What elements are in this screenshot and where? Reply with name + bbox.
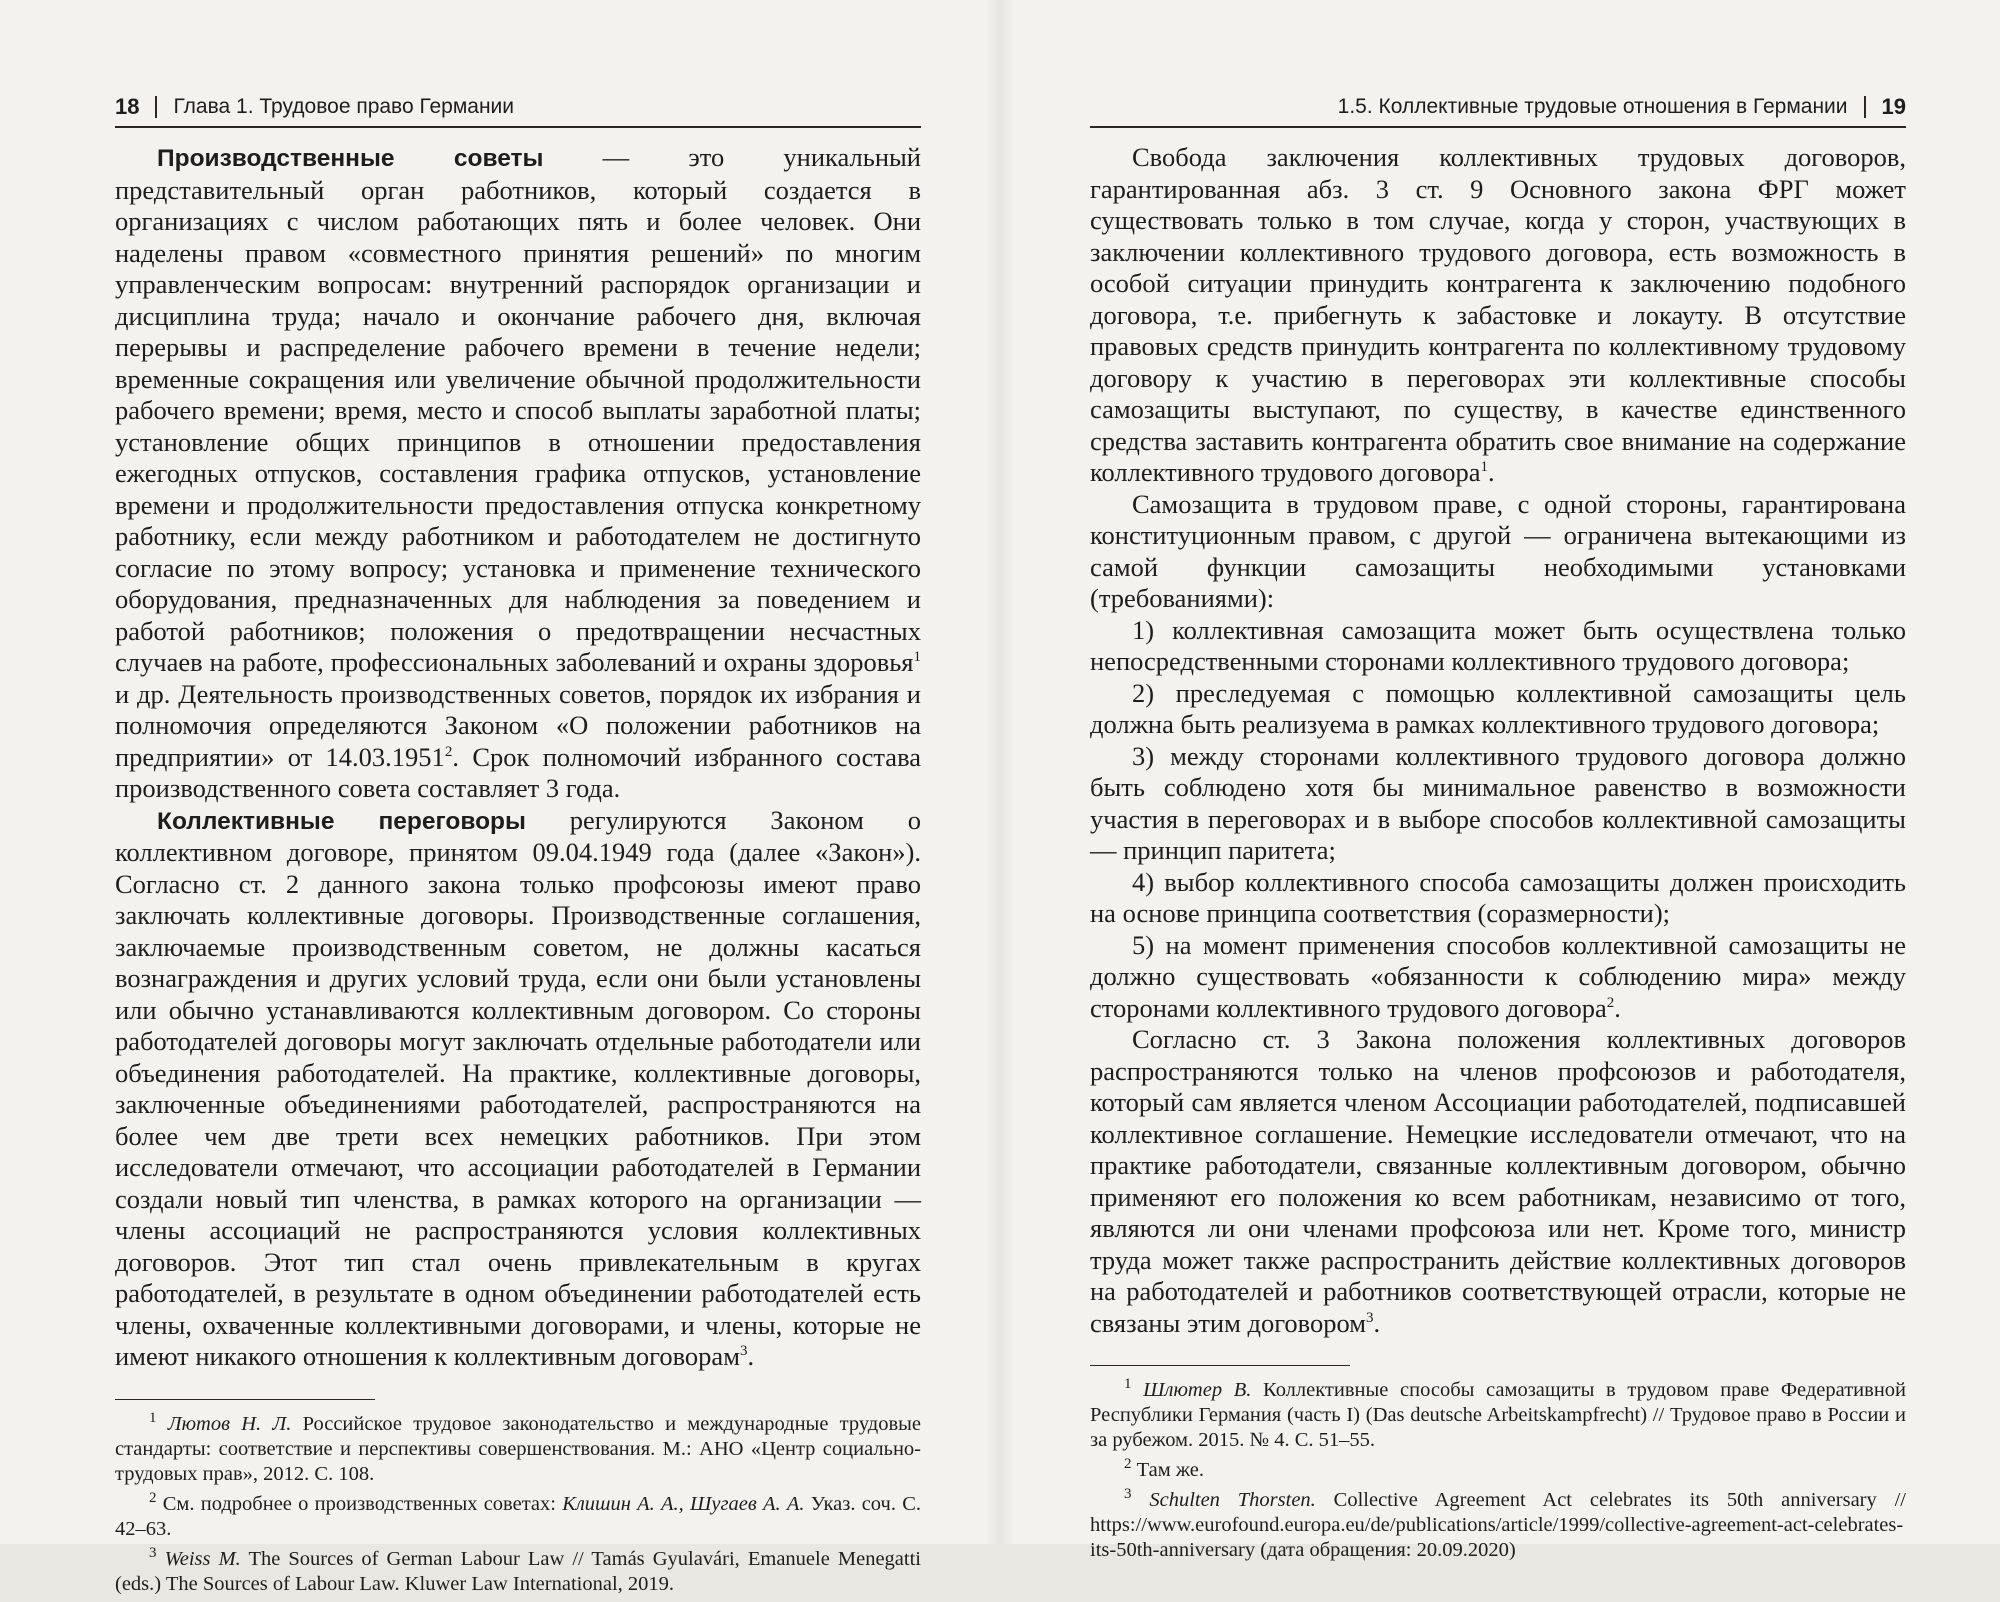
footnote: $^2$ См. подробнее о производственных советах: Клишин А. А., Шугаев А. А. Указ. соч. С. 42–63. bbox=[115, 1489, 921, 1540]
header-divider bbox=[1864, 96, 1866, 118]
chapter-title: Глава 1. Трудовое право Германии bbox=[173, 95, 514, 118]
page-number: 19 bbox=[1881, 94, 1906, 119]
footnote-author: Лютов Н. Л. bbox=[167, 1412, 292, 1435]
section-title: 1.5. Коллективные трудовые отношения в Германии bbox=[1337, 95, 1848, 118]
footnote: $^1$ Шлютер В. Коллективные способы самозащиты в трудовом праве Федеративной Республики Германия (часть I) (Das deutsche Arbeitskampfrecht) // Трудовое право в России и за рубежом. 2015. № 4. С. 51–55. bbox=[1090, 1376, 1907, 1451]
footnote-ref: 3 bbox=[1366, 1309, 1374, 1326]
right-body-text bbox=[1090, 142, 1906, 1339]
paragraph: Свобода заключения коллективных трудовых договоров, гарантированная абз. 3 ст. 9 Основного закона ФРГ может существовать только в том случае, когда у сторон, участвующих в заключении коллективного трудового договора, есть возможность в особой ситуации принудить контрагента к заключению подобного договора, т.е. прибегнуть к забастовке и локауту. В отсутствие правовых средств принудить контрагента по коллективному трудовому договору к участию в переговорах эти коллективные способы самозащиты выступают, по существу, в качестве единственного средства заставить контрагента обратить свое внимание на содержание коллективного трудового договора$^1$. bbox=[1090, 142, 1906, 487]
left-page bbox=[115, 92, 921, 1602]
footnote-ref: 3 bbox=[739, 1343, 748, 1360]
right-page bbox=[1090, 92, 1906, 1568]
paragraph: Производственные советы — это уникальный представительный орган работников, который создается в организациях с числом работающих пять и более человек. Они наделены правом «совместного принятия решений» по многим управленческим вопросам: внутренний распорядок организации и дисциплина труда; начало и окончание рабочего дня, включая перерывы и распределение рабочего времени в течение недели; временные сокращения или увеличение обычной продолжительности рабочего времени; время, место и способ выплаты заработной платы; установление общих принципов в отношении предоставления ежегодных отпусков, составления графика отпусков, установление времени и продолжительности предоставления отпуска конкретному работнику, если между работником и работодателем не достигнуто согласие по этому вопросу; установка и применение технического оборудования, предназначенных для наблюдения за поведением и работой работников; положения о предотвращении несчастных случаев на работе, профессиональных заболеваний и охраны здоровья$^1$ и др. Деятельность производственных советов, порядок их избрания и полномочия определяются Законом «О положении работников на предприятии» от 14.03.1951$^2$. Срок полномочий избранного состава производственного совета составляет 3 года. bbox=[115, 142, 921, 803]
right-footnotes bbox=[1090, 1378, 1906, 1563]
footnote-ref: 1 bbox=[1480, 459, 1489, 476]
left-footnotes bbox=[115, 1409, 922, 1597]
paragraph: Самозащита в трудовом праве, с одной стороны, гарантирована конституционным правом, с другой — ограничена вытекающими из самой функции самозащиты необходимыми установками (требованиями): bbox=[1090, 488, 1906, 613]
term-heading: Коллективные переговоры bbox=[157, 807, 526, 835]
footnote-separator bbox=[1090, 1365, 1350, 1366]
right-running-head bbox=[1090, 92, 1906, 128]
footnote-author: Шлютер В. bbox=[1143, 1379, 1252, 1401]
footnote-author: Weiss M. bbox=[164, 1547, 241, 1570]
paragraph: Согласно ст. 3 Закона положения коллективных договоров распространяются только на членов профсоюзов и работодателя, который сам является членом Ассоциации работодателей, подписавшей коллективное соглашение. Немецкие исследователи отмечают, что на практике работодатели, связанные коллективным договором, обычно применяют его положения ко всем работникам, независимо от того, являются ли они членами профсоюза или нет. Кроме того, министр труда может также распространить действие коллективных договоров на работодателей и работников соответствующей отрасли, которые не связаны этим договором$^3$. bbox=[1090, 1024, 1906, 1338]
footnote: $^3$ Schulten Thorsten. Collective Agreement Act celebrates its 50th anniversary // https://www.eurofound.europa.eu/de/publications/article/1999/collective-agreement-act-celebrates-its-50th-anniversary (дата обращения: 20.09.2020) bbox=[1090, 1486, 1906, 1561]
term-heading: Производственные советы bbox=[157, 145, 544, 172]
left-running-head bbox=[115, 92, 921, 128]
footnote: $^2$ Там же. bbox=[1124, 1456, 1204, 1481]
footnote-separator bbox=[115, 1399, 375, 1400]
list-item: 4) выбор коллективного способа самозащиты должен происходить на основе принципа соответствия (соразмерности); bbox=[1090, 866, 1906, 928]
book-gutter bbox=[985, 0, 1015, 1544]
footnote-ref: 1 bbox=[913, 649, 921, 666]
paragraph: Коллективные переговоры регулируются Законом о коллективном договоре, принятом 09.04.1949 года (далее «Закон»). Согласно ст. 2 данного закона только профсоюзы имеют право заключать коллективные договоры. Производственные соглашения, заключаемые производственным советом, не должны касаться вознаграждения и других условий труда, если они были установлены или обычно устанавливаются коллективным договором. Со стороны работодателей договоры могут заключать отдельные работодатели или объединения работодателей. На практике, коллективные договоры, заключенные объединениями работодателей, распространяются на более чем две трети всех немецких работников. При этом исследователи отмечают, что ассоциации работодателей в Германии создали новый тип членства, в рамках которого на организации — члены ассоциаций не распространяются условия коллективных договоров. Этот тип стал очень привлекательным в кругах работодателей, в результате в одном объединении работодателей есть члены, охваченные коллективными договорами, и члены, которые не имеют никакого отношения к коллективным договорам$^3$. bbox=[115, 804, 921, 1371]
header-divider bbox=[155, 96, 157, 118]
footnote-author: Клишин А. А., Шугаев А. А. bbox=[562, 1492, 805, 1515]
list-item: 1) коллективная самозащита может быть осуществлена только непосредственными сторонами коллективного трудового договора; bbox=[1090, 614, 1906, 676]
list-item: 3) между сторонами коллективного трудового договора должно быть соблюдено хотя бы минимальное равенство в возможности участия в переговорах и в выборе способов коллективной самозащиты — принцип паритета; bbox=[1090, 740, 1906, 865]
footnote: $^3$ Weiss M. The Sources of German Labour Law // Tamás Gyulavári, Emanuele Menegatti (eds.) The Sources of Labour Law. Kluwer Law International, 2019. bbox=[115, 1544, 921, 1595]
list-item: 5) на момент применения способов коллективной самозащиты не должно существовать «обязанности к соблюдению мира» между сторонами коллективного трудового договора$^2$. bbox=[1090, 929, 1906, 1023]
page-number: 18 bbox=[115, 94, 140, 119]
footnote-ref: 2 bbox=[444, 743, 453, 760]
left-body-text bbox=[115, 142, 921, 1373]
list-item: 2) преследуемая с помощью коллективной самозащиты цель должна быть реализуема в рамках коллективного трудового договора; bbox=[1090, 677, 1906, 739]
footnote: $^1$ Лютов Н. Л. Российское трудовое законодательство и международные трудовые стандарты: соответствие и перспективы совершенствования. М.: АНО «Центр социально-трудовых прав», 2012. С. 108. bbox=[115, 1409, 922, 1485]
footnote-ref: 2 bbox=[1606, 994, 1615, 1011]
footnote-author: Schulten Thorsten. bbox=[1149, 1489, 1316, 1511]
